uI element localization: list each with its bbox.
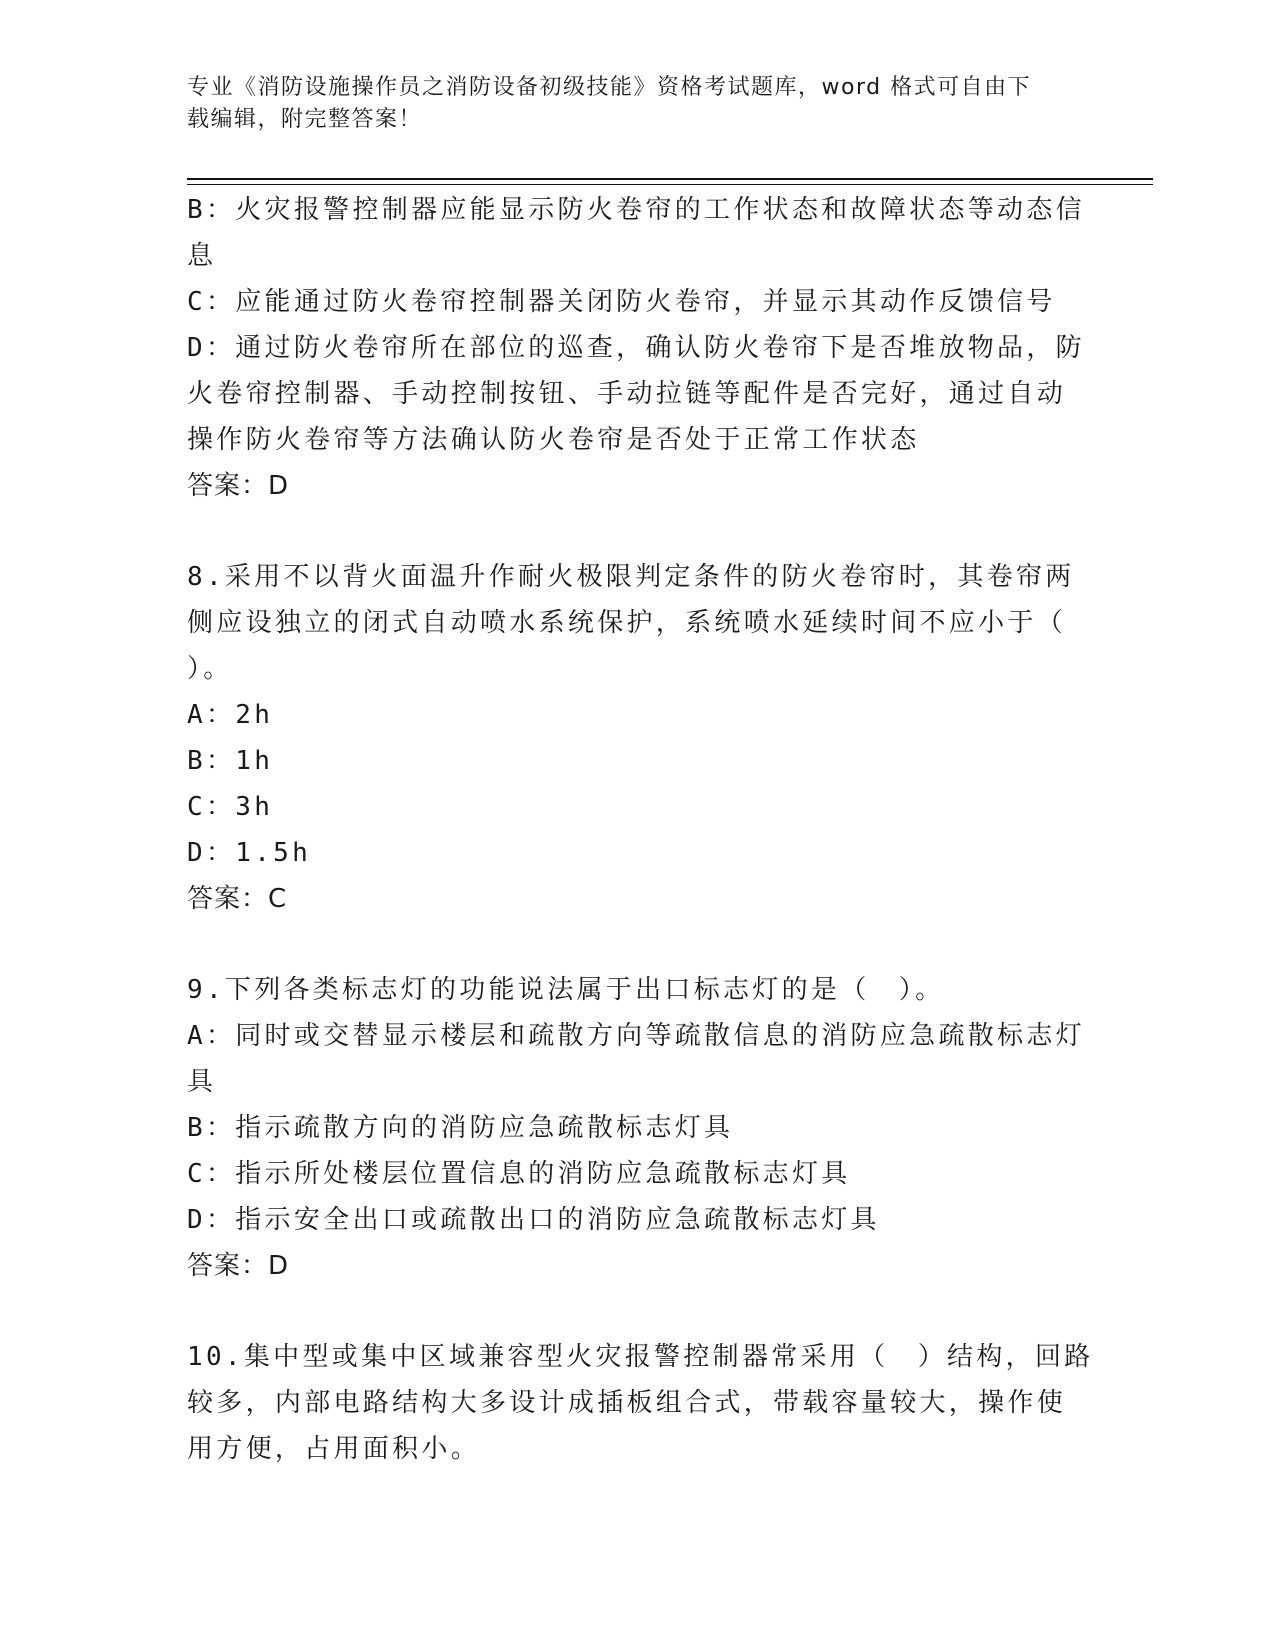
q9-stem-line-1: 9.下列各类标志灯的功能说法属于出口标志灯的是（ ）。 <box>187 975 945 1005</box>
header-rule-thin <box>187 184 1153 185</box>
q8-stem-line-3: ）。 <box>187 654 233 684</box>
q8-answer: 答案：C <box>187 884 288 914</box>
q8-stem-line-1: 8.采用不以背火面温升作耐火极限判定条件的防火卷帘时，其卷帘两 <box>187 562 1075 592</box>
q7-option-b-line-1: B：火灾报警控制器应能显示防火卷帘的工作状态和故障状态等动态信 <box>187 195 1085 225</box>
q9-option-a-line-1: A：同时或交替显示楼层和疏散方向等疏散信息的消防应急疏散标志灯 <box>187 1021 1085 1051</box>
spacer <box>187 509 1087 554</box>
header-line-2: 载编辑，附完整答案！ <box>187 107 423 132</box>
document-header <box>187 72 1087 136</box>
question-10 <box>187 1334 1094 1472</box>
q8-option-d: D：1.5h <box>187 838 312 868</box>
header-line-1: 专业《消防设施操作员之消防设备初级技能》资格考试题库，word 格式可自由下 <box>187 75 1032 100</box>
q7-option-d-line-3: 操作防火卷帘等方法确认防火卷帘是否处于正常工作状态 <box>187 425 920 455</box>
q10-stem-line-1: 10.集中型或集中区域兼容型火灾报警控制器常采用（ ）结构，回路 <box>187 1342 1094 1372</box>
question-9 <box>187 967 1087 1289</box>
q8-stem-line-2: 侧应设独立的闭式自动喷水系统保护，系统喷水延续时间不应小于（ <box>187 608 1067 638</box>
question-8 <box>187 554 1087 922</box>
q9-option-d: D：指示安全出口或疏散出口的消防应急疏散标志灯具 <box>187 1205 880 1235</box>
q7-answer: 答案：D <box>187 471 290 501</box>
q8-option-b: B：1h <box>187 746 274 776</box>
q10-stem-line-2: 较多，内部电路结构大多设计成插板组合式，带载容量较大，操作使 <box>187 1388 1067 1418</box>
question-7-tail <box>187 187 1087 509</box>
q10-stem-line-3: 用方便，占用面积小。 <box>187 1434 481 1464</box>
spacer <box>187 922 1087 967</box>
q9-option-b: B：指示疏散方向的消防应急疏散标志灯具 <box>187 1113 734 1143</box>
q7-option-d-line-1: D：通过防火卷帘所在部位的巡查，确认防火卷帘下是否堆放物品，防 <box>187 333 1085 363</box>
q7-option-c: C：应能通过防火卷帘控制器关闭防火卷帘，并显示其动作反馈信号 <box>187 287 1056 317</box>
q7-option-d-line-2: 火卷帘控制器、手动控制按钮、手动拉链等配件是否完好，通过自动 <box>187 379 1067 409</box>
q9-option-a-line-2: 具 <box>187 1067 217 1097</box>
q8-option-c: C：3h <box>187 792 274 822</box>
q9-answer: 答案：D <box>187 1251 290 1281</box>
header-rule-thick <box>187 178 1153 180</box>
document-body <box>187 187 1094 1472</box>
q7-option-b-line-2: 息 <box>187 241 217 271</box>
q9-option-c: C：指示所处楼层位置信息的消防应急疏散标志灯具 <box>187 1159 851 1189</box>
spacer <box>187 1289 1087 1334</box>
q8-option-a: A：2h <box>187 700 274 730</box>
